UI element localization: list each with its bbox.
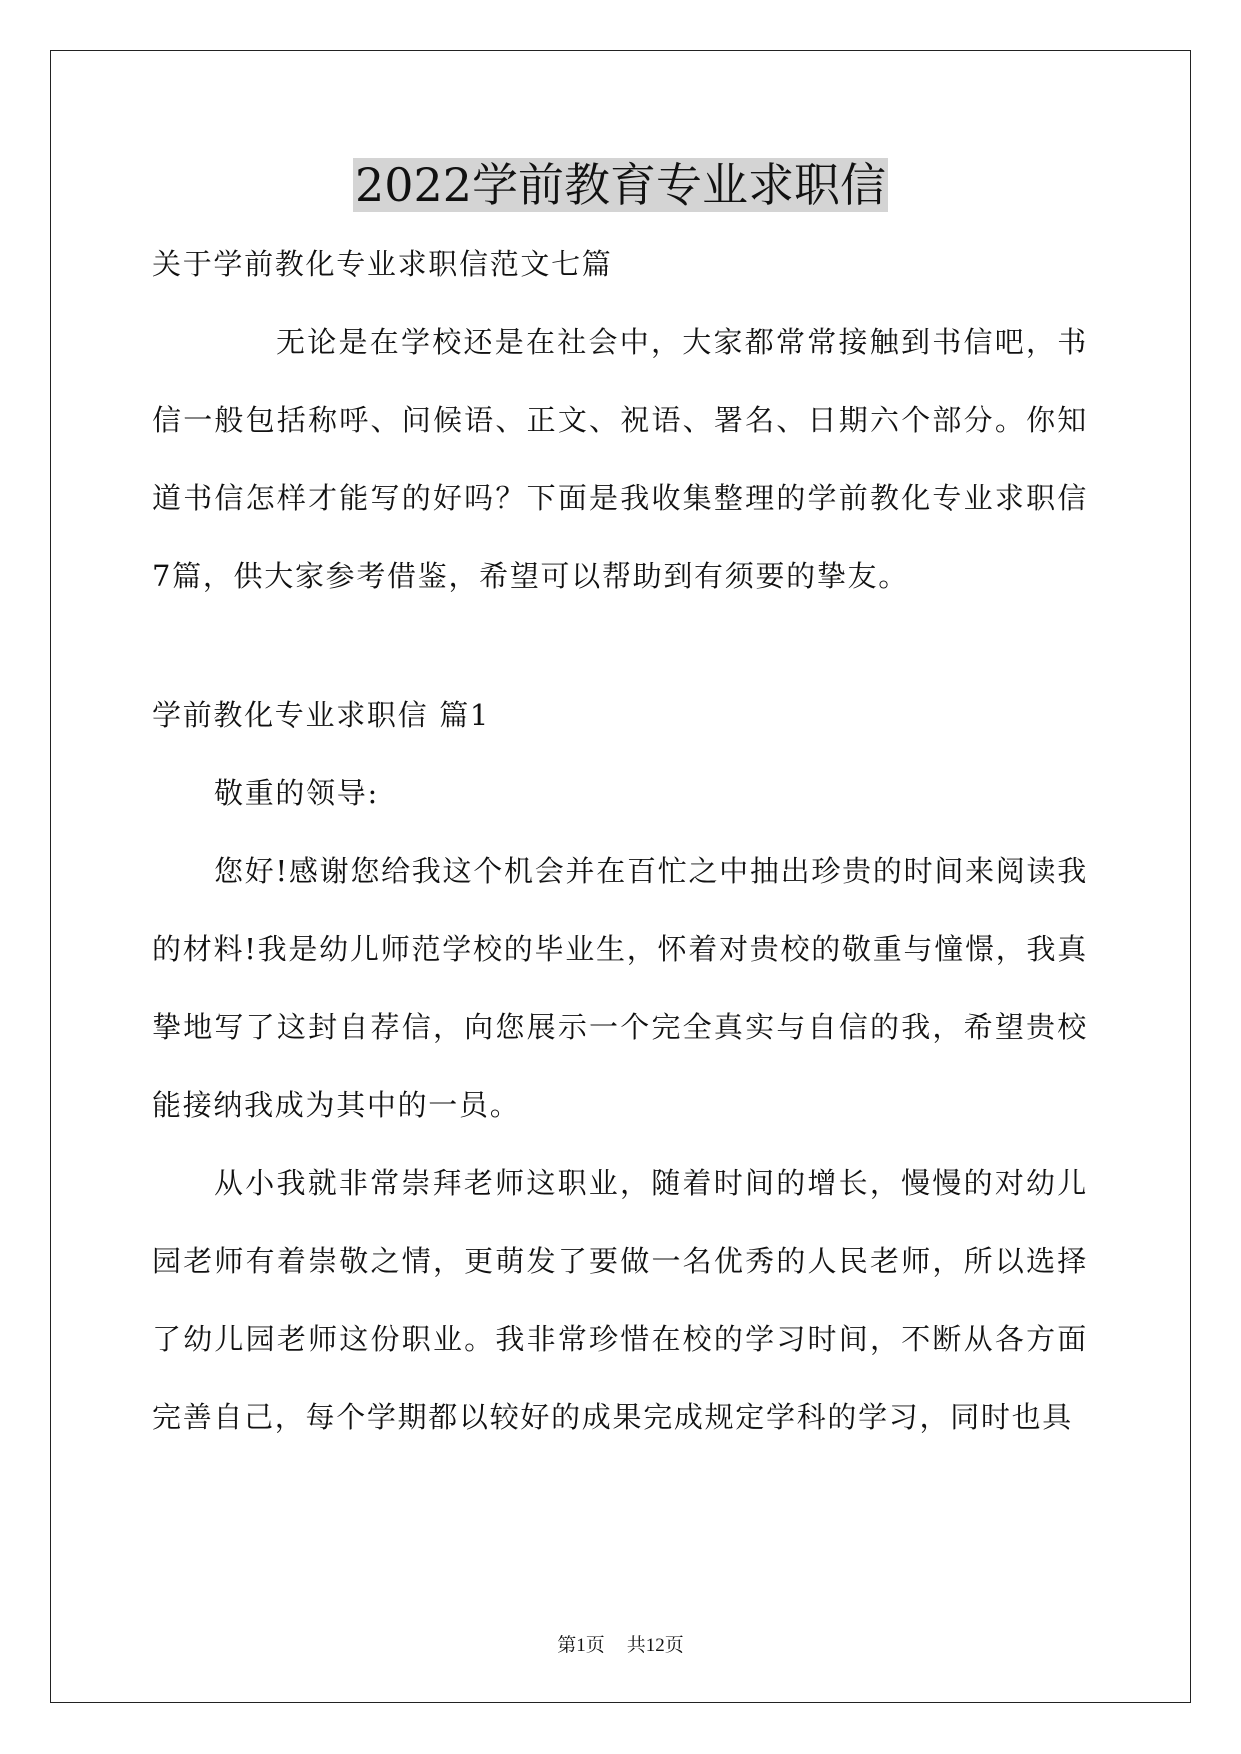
page-footer bbox=[0, 1630, 1241, 1657]
document-title: 2022学前教育专业求职信 bbox=[354, 158, 887, 212]
page-number: 第1页 bbox=[557, 1635, 605, 1656]
section-heading: 学前教化专业求职信 篇1 bbox=[152, 698, 491, 732]
salutation: 敬重的领导: bbox=[214, 776, 379, 810]
page-total: 共12页 bbox=[626, 1635, 684, 1656]
intro-paragraph: 无论是在学校还是在社会中，大家都常常接触到书信吧，书信一般包括称呼、问候语、正文、祝语、署名、日期六个部分。你知道书信怎样才能写的好吗？下面是我收集整理的学前教化专业求职信7篇，供大家参考借鉴，希望可以帮助到有须要的挚友。 bbox=[152, 325, 1088, 593]
document-body bbox=[152, 225, 1088, 1456]
body-paragraph: 您好!感谢您给我这个机会并在百忙之中抽出珍贵的时间来阅读我的材料!我是幼儿师范学校的毕业生，怀着对贵校的敬重与憧憬，我真挚地写了这封自荐信，向您展示一个完全真实与自信的我，希望贵校能接纳我成为其中的一员。 bbox=[152, 854, 1088, 1122]
document-subtitle: 关于学前教化专业求职信范文七篇 bbox=[152, 247, 613, 281]
body-paragraph: 从小我就非常崇拜老师这职业，随着时间的增长，慢慢的对幼儿园老师有着崇敬之情，更萌发了要做一名优秀的人民老师，所以选择了幼儿园老师这份职业。我非常珍惜在校的学习时间，不断从各方面完善自己，每个学期都以较好的成果完成规定学科的学习，同时也具 bbox=[152, 1166, 1088, 1434]
